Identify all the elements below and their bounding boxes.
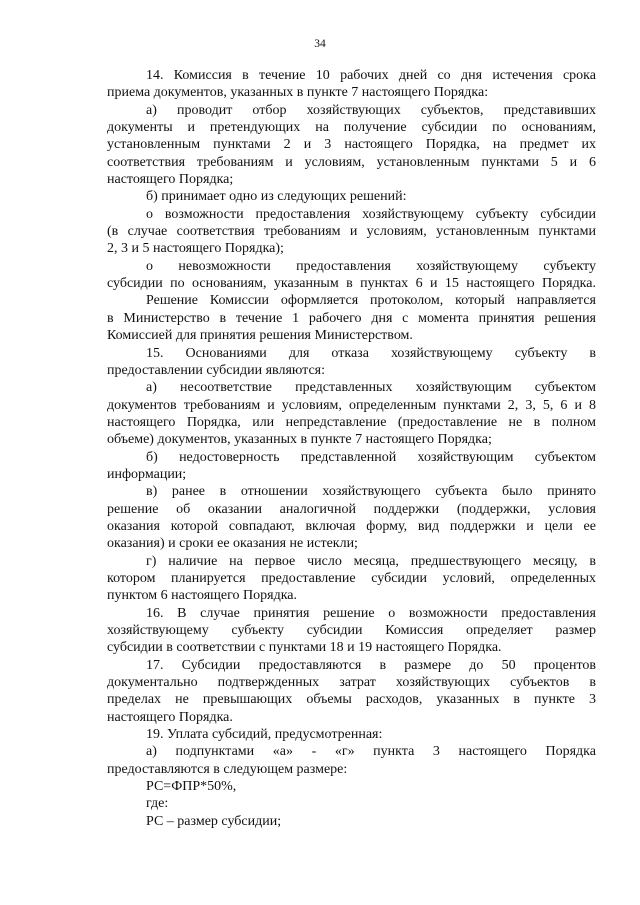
text-line: информации; [107,466,187,482]
text-line: решение об оказании аналогичной поддержки (поддержки, условия [107,501,596,517]
text-line: б) принимает одно из следующих решений: [146,189,407,205]
text-line: предоставляются в следующем размере: [107,761,348,777]
text-line: 19. Уплата субсидий, предусмотренная: [146,727,383,743]
text-line: о возможности предоставления хозяйствующему субъекту субсидии [146,206,596,222]
text-line: РС – размер субсидии; [146,813,282,829]
text-line: документально подтвержденных затрат хозяйствующих субъектов в [107,675,596,691]
text-line: объеме) документов, указанных в пункте 7 настоящего Порядка; [107,432,492,448]
page-number: 34 [314,38,326,50]
text-line: Комиссией для принятия решения Министерством. [107,328,413,344]
text-line: документы и претендующих на получение субсидии по основаниям, [107,120,596,136]
text-line: (в случае соответствия требованиям и условиям, установленным пунктами [107,224,596,240]
text-line: 2, 3 и 5 настоящего Порядка); [107,241,284,257]
text-line: г) наличие на первое число месяца, предшествующего месяцу, в [146,553,596,569]
text-line: о невозможности предоставления хозяйствующему субъекту [146,258,596,274]
text-line: установленным пунктами 2 и 3 настоящего Порядка, на предмет их [107,137,596,153]
text-line: РС=ФПР*50%, [146,779,237,795]
text-line: субсидии по основаниям, указанным в пунктах 6 и 15 настоящего Порядка. [107,276,596,292]
text-line: а) несоответствие представленных хозяйствующим субъектом [146,380,596,396]
text-line: где: [146,796,169,812]
document-body [107,67,596,830]
text-line: настоящего Порядка, или непредставление (предоставление не в полном [107,414,596,430]
text-line: настоящего Порядка. [107,709,233,725]
text-line: б) недостоверность представленной хозяйствующим субъектом [146,449,596,465]
text-line: оказания которой совпадают, включая форму, вид поддержки и цели ее [107,518,596,534]
text-line: Решение Комиссии оформляется протоколом, который направляется [146,293,596,309]
text-line: настоящего Порядка; [107,172,234,188]
text-line: предоставлении субсидии являются: [107,362,325,378]
text-line: субсидии в соответствии с пунктами 18 и 19 настоящего Порядка. [107,640,502,656]
text-line: а) проводит отбор хозяйствующих субъектов, представивших [146,102,596,118]
text-line: приема документов, указанных в пункте 7 настоящего Порядка: [107,85,489,101]
text-line: хозяйствующему субъекту субсидии Комиссия определяет размер [107,623,596,638]
text-line: пунктом 6 настоящего Порядка. [107,588,298,604]
text-line: 15. Основаниями для отказа хозяйствующему субъекту в [146,345,596,361]
text-line: документов требованиям и условиям, определенным пунктами 2, 3, 5, 6 и 8 [107,397,596,413]
text-line: в) ранее в отношении хозяйствующего субъекта было принято [146,484,596,500]
text-line: пределах не превышающих объемы расходов, указанных в пункте 3 [107,692,596,708]
text-line: соответствия требованиям и условиям, установленным пунктами 5 и 6 [107,154,596,170]
text-line: а) подпунктами «а» - «г» пункта 3 настоящего Порядка [146,744,596,760]
text-line: 16. В случае принятия решение о возможности предоставления [146,605,596,621]
text-line: в Министерство в течение 1 рабочего дня с момента принятия решения [107,310,596,326]
text-line: 17. Субсидии предоставляются в размере до 50 процентов [146,657,596,673]
text-line: 14. Комиссия в течение 10 рабочих дней со дня истечения срока [146,68,596,83]
text-line: оказания) и сроки ее оказания не истекли; [107,536,358,552]
text-line: котором планируется предоставление субсидии условий, определенных [107,570,596,586]
